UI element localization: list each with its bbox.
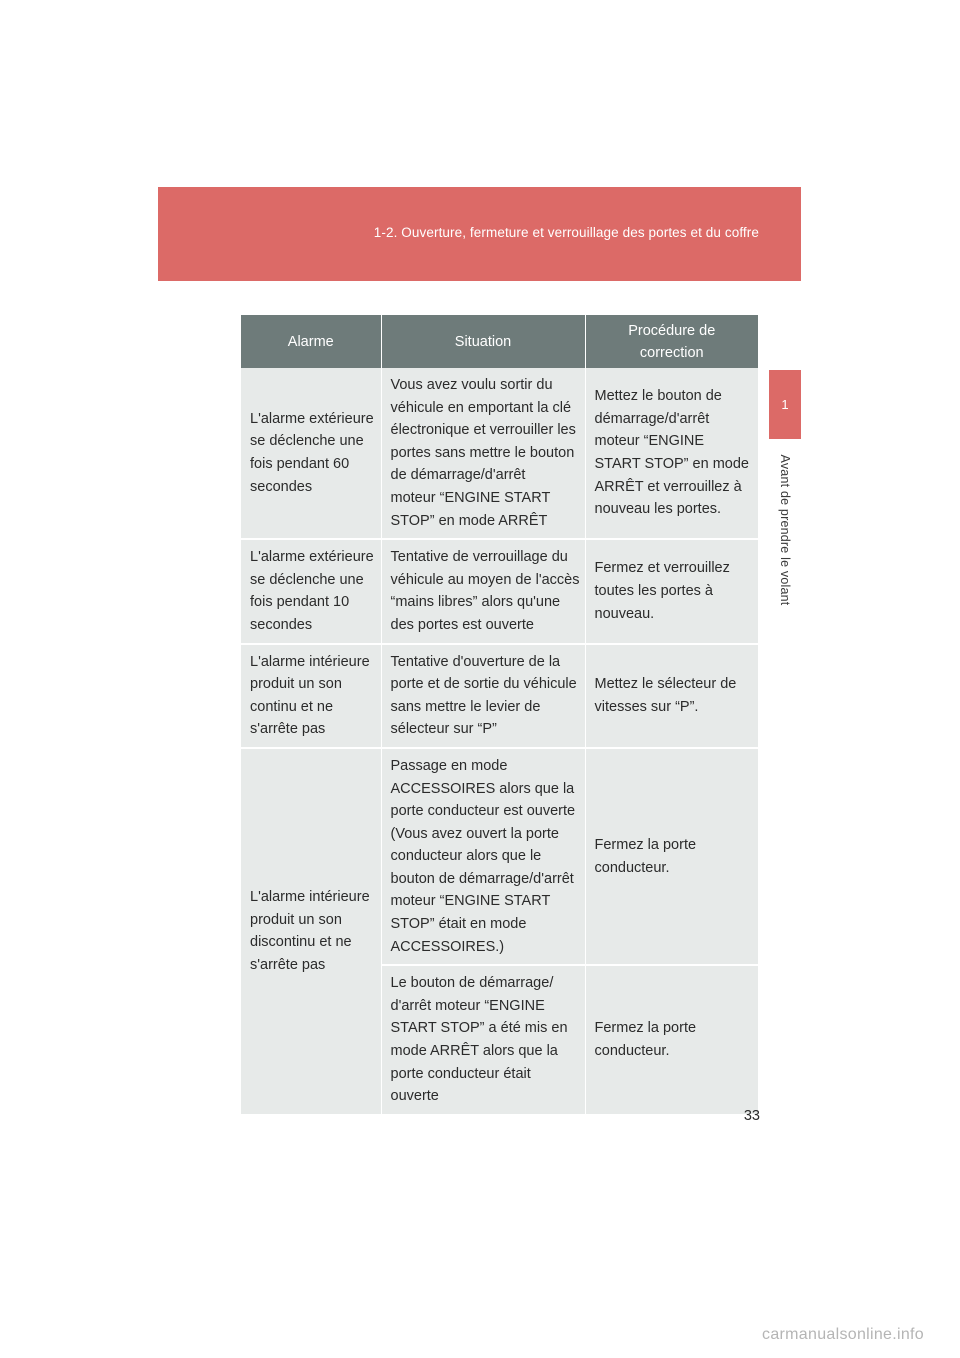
correction-cell: Fermez la porte conducteur. [585,965,758,1115]
table-row [241,368,758,539]
table-header-row [241,315,758,368]
situation-cell: Vous avez voulu sortir du véhicule en emportant la clé électronique et verrouiller les portes sans mettre le bouton de démarrage/d'arrêt moteur “ENGINE START STOP” en mode ARRÊT [381,368,585,539]
table-row [241,539,758,643]
table-row [241,644,758,748]
section-title: 1-2. Ouverture, fermeture et verrouillage des portes et du coffre [373,225,759,240]
header-situation: Situation [381,315,585,368]
situation-cell: Le bouton de démarrage/ d'arrêt moteur “ENGINE START STOP” a été mis en mode ARRÊT alors que la porte conducteur était ouverte [381,965,585,1115]
chapter-tab: 1 [769,370,801,439]
situation-cell: Tentative de verrouillage du véhicule au moyen de l'accès “mains libres” alors qu'une des portes est ouverte [381,539,585,643]
situation-cell: Passage en mode ACCESSOIRES alors que la porte conducteur est ouverte (Vous avez ouvert la porte conducteur alors que le bouton de démarrage/d'arrêt moteur “ENGINE START STOP” était en mode ACCESSOIRES.) [381,748,585,965]
correction-cell: Mettez le sélecteur de vitesses sur “P”. [585,644,758,748]
chapter-side-label: Avant de prendre le volant [778,454,792,606]
alarm-cell: L'alarme intérieure produit un son discontinu et ne s'arrête pas [241,748,381,1115]
correction-cell: Fermez la porte conducteur. [585,748,758,965]
alarm-cell: L'alarme extérieure se déclenche une fois pendant 60 secondes [241,368,381,539]
page-number: 33 [743,1108,760,1124]
section-header-band [158,187,801,281]
alarm-cell: L'alarme extérieure se déclenche une fois pendant 10 secondes [241,539,381,643]
alarm-cell: L'alarme intérieure produit un son continu et ne s'arrête pas [241,644,381,748]
correction-cell: Mettez le bouton de démarrage/d'arrêt moteur “ENGINE START STOP” en mode ARRÊT et verrouillez à nouveau les portes. [585,368,758,539]
alarm-table [241,315,758,1116]
header-correction: Procédure de correction [585,315,758,368]
table-row [241,748,758,965]
watermark: carmanualsonline.info [762,1326,924,1343]
header-alarm: Alarme [241,315,381,368]
situation-cell: Tentative d'ouverture de la porte et de sortie du véhicule sans mettre le levier de sélecteur sur “P” [381,644,585,748]
correction-cell: Fermez et verrouillez toutes les portes à nouveau. [585,539,758,643]
